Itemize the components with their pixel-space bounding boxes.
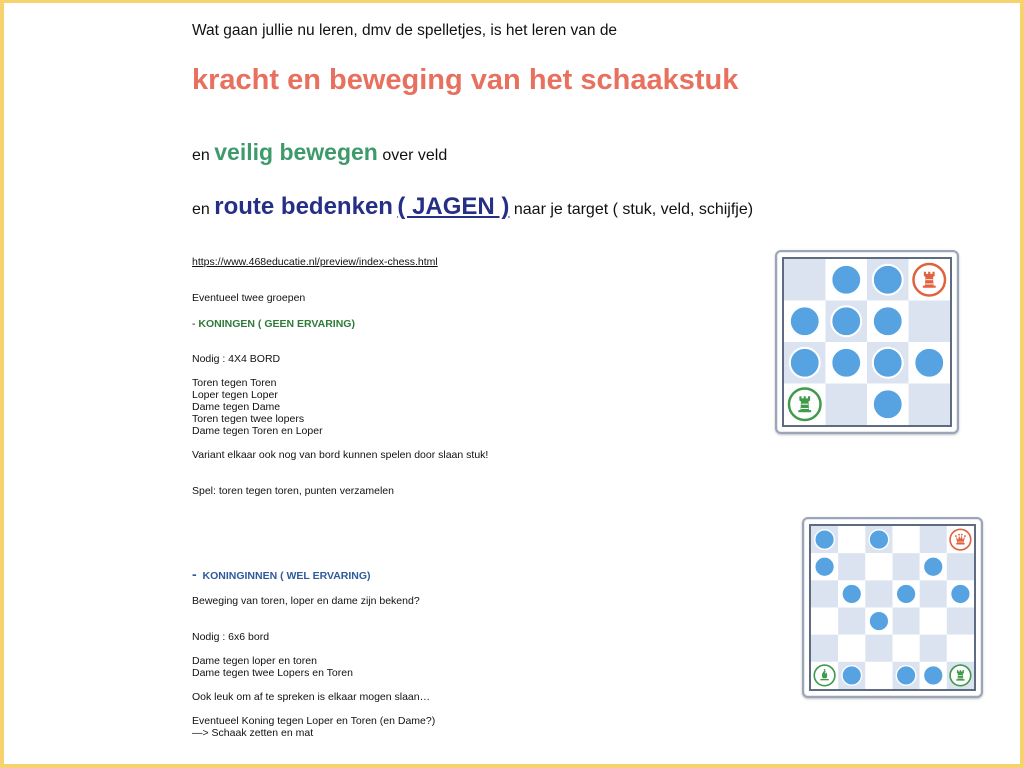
line-route-bedenken [192, 193, 753, 221]
board-square [811, 580, 838, 607]
chess-url-link[interactable]: https://www.468educatie.nl/preview/index-chess.html [192, 256, 438, 268]
board-square [865, 553, 892, 580]
board-square [893, 608, 920, 635]
board-square [838, 635, 865, 662]
group2-nodig: Nodig : 6x6 bord [192, 631, 270, 643]
target-dot[interactable] [815, 557, 835, 577]
target-dot[interactable] [869, 530, 889, 550]
line2-pre: en [192, 147, 210, 164]
list-item: Dame tegen Toren en Loper [192, 425, 323, 437]
board-square [826, 384, 868, 426]
board-square [947, 608, 974, 635]
group2-heading [192, 568, 371, 582]
intro-text: Wat gaan jullie nu leren, dmv de spelletjes, is het leren van de [192, 22, 618, 39]
green-bishop-piece[interactable] [814, 665, 835, 686]
board-square [920, 635, 947, 662]
target-dot[interactable] [896, 666, 916, 686]
board-square [811, 608, 838, 635]
board-square [838, 553, 865, 580]
list-item: Loper tegen Loper [192, 389, 278, 401]
target-dot[interactable] [815, 530, 835, 550]
green-rook-piece[interactable] [950, 665, 971, 686]
board-square [909, 301, 951, 343]
board-square [865, 662, 892, 689]
target-dot[interactable] [923, 557, 943, 577]
chessboard-6x6 [802, 517, 983, 698]
chessboard-6x6-grid [809, 524, 976, 691]
target-dot[interactable] [831, 348, 861, 378]
board-square [920, 608, 947, 635]
board-square [947, 553, 974, 580]
red-rook-piece[interactable] [913, 264, 945, 296]
board-square [838, 526, 865, 553]
group2-games [192, 655, 353, 679]
jagen-link[interactable]: ( JAGEN ) [397, 193, 510, 220]
list-item: Toren tegen twee lopers [192, 413, 305, 425]
groups-intro: Eventueel twee groepen [192, 292, 306, 304]
line-veilig-bewegen [192, 139, 447, 166]
chessboard-4x4-grid [782, 257, 952, 427]
list-item: Toren tegen Toren [192, 377, 277, 389]
target-dot[interactable] [842, 584, 862, 604]
target-dot[interactable] [914, 348, 944, 378]
group1-dash: - [192, 318, 196, 330]
headline: kracht en beweging van het schaakstuk [192, 64, 739, 96]
chessboard-6x6-svg [811, 526, 974, 689]
target-dot[interactable] [831, 265, 861, 295]
target-dot[interactable] [923, 666, 943, 686]
board-square [838, 608, 865, 635]
group1-spel: Spel: toren tegen toren, punten verzamelen [192, 485, 394, 497]
chessboard-4x4-svg [784, 259, 950, 425]
board-square [920, 526, 947, 553]
board-square [784, 259, 826, 301]
target-dot[interactable] [873, 306, 903, 336]
target-dot[interactable] [873, 265, 903, 295]
list-item: Dame tegen loper en toren [192, 655, 317, 667]
group2-dash: - [192, 566, 197, 582]
board-square [811, 635, 838, 662]
target-dot[interactable] [896, 584, 916, 604]
board-square [947, 635, 974, 662]
board-square [893, 553, 920, 580]
target-dot[interactable] [869, 611, 889, 631]
group2-question: Beweging van toren, loper en dame zijn bekend? [192, 595, 420, 607]
group1-variant: Variant elkaar ook nog van bord kunnen spelen door slaan stuk! [192, 449, 489, 461]
group1-nodig: Nodig : 4X4 BORD [192, 353, 281, 365]
line2-highlight: veilig bewegen [214, 139, 378, 165]
group2-extra1: Eventueel Koning tegen Loper en Toren (en Dame?) [192, 715, 436, 727]
board-square [920, 580, 947, 607]
group1-title: KONINGEN ( GEEN ERVARING) [198, 318, 355, 330]
line3-highlight: route bedenken [214, 193, 393, 220]
board-square [893, 635, 920, 662]
group1-heading [192, 318, 355, 330]
target-dot[interactable] [790, 306, 820, 336]
target-dot[interactable] [873, 348, 903, 378]
list-item: Dame tegen Dame [192, 401, 281, 413]
target-dot[interactable] [951, 584, 971, 604]
group2-extra2: —> Schaak zetten en mat [192, 727, 314, 739]
target-dot[interactable] [873, 389, 903, 419]
target-dot[interactable] [790, 348, 820, 378]
red-queen-piece[interactable] [950, 529, 971, 550]
line3-pre: en [192, 201, 210, 218]
chessboard-4x4 [775, 250, 959, 434]
group2-title: KONINGINNEN ( WEL ERVARING) [202, 570, 371, 582]
line3-post: naar je target ( stuk, veld, schijfje) [513, 201, 754, 218]
target-dot[interactable] [842, 666, 862, 686]
green-rook-piece[interactable] [789, 388, 821, 420]
board-square [893, 526, 920, 553]
board-square [865, 635, 892, 662]
line2-post: over veld [382, 147, 448, 164]
group2-note: Ook leuk om af te spreken is elkaar mogen slaan… [192, 691, 431, 703]
group1-games [192, 377, 323, 437]
list-item: Dame tegen twee Lopers en Toren [192, 667, 353, 679]
target-dot[interactable] [831, 306, 861, 336]
board-square [865, 580, 892, 607]
board-square [909, 384, 951, 426]
